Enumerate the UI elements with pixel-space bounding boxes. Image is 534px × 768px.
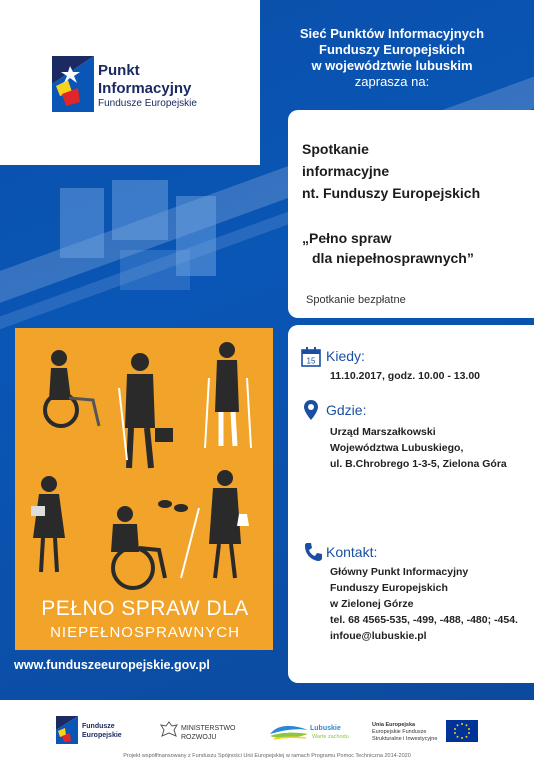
- eu-flag-icon: [446, 720, 478, 742]
- header-line: w województwie lubuskim: [311, 58, 473, 73]
- phone-icon: [304, 542, 322, 562]
- poster-title: PEŁNO SPRAW DLA: [41, 597, 249, 620]
- contact-phone: tel. 68 4565-535, -499, -488, -480; -454.: [330, 614, 518, 626]
- eu-funds-text: [372, 722, 437, 743]
- contact-line: Główny Punkt Informacyjny: [330, 566, 469, 578]
- lubuskie-tagline: Warte zachodu: [312, 734, 349, 740]
- eu-line: Europejskie Fundusze: [372, 729, 427, 735]
- fe-logo-text: [82, 722, 122, 740]
- event-title-line: informacyjne: [302, 163, 390, 179]
- fe-logo-line: Europejskie: [82, 732, 122, 739]
- calendar-day: 15: [306, 356, 316, 366]
- logo-subtitle: Fundusze Europejskie: [98, 98, 197, 109]
- decor-block: [60, 188, 104, 258]
- logo-title-line: Informacyjny: [98, 80, 192, 97]
- where-label: Gdzie:: [326, 402, 367, 418]
- punkt-informacyjny-logo-icon: [52, 56, 94, 112]
- calendar-icon: [301, 347, 321, 367]
- location-pin-icon: [304, 400, 318, 420]
- free-entry-note: Spotkanie bezpłatne: [306, 294, 406, 306]
- where-line: Województwa Lubuskiego,: [330, 442, 464, 454]
- website-link[interactable]: www.funduszeeuropejskie.gov.pl: [14, 658, 210, 672]
- where-line: Urząd Marszałkowski: [330, 426, 436, 438]
- ministry-eagle-icon: [160, 720, 178, 742]
- decor-block: [120, 250, 190, 290]
- header-line: Sieć Punktów Informacyjnych: [299, 26, 485, 41]
- fe-logo-line: Fundusze: [82, 723, 115, 730]
- contact-email[interactable]: infoue@lubuskie.pl: [330, 630, 427, 642]
- contact-label: Kontakt:: [326, 544, 378, 560]
- when-label: Kiedy:: [326, 348, 365, 364]
- lubuskie-text: Lubuskie: [310, 725, 341, 732]
- event-quote-line: „Pełno spraw: [302, 230, 392, 246]
- where-line: ul. B.Chrobrego 1-3-5, Zielona Góra: [330, 458, 507, 470]
- contact-line: Funduszy Europejskich: [330, 582, 448, 594]
- eu-line: Strukturalne i Inwestycyjne: [372, 736, 438, 742]
- event-title-line: nt. Funduszy Europejskich: [302, 185, 481, 201]
- organizer-header: [262, 26, 522, 90]
- logo-title: [98, 62, 191, 98]
- event-title: [302, 138, 480, 204]
- ministry-line: MINISTERSTWO: [181, 725, 236, 732]
- where-address: [330, 424, 507, 472]
- header-invite: zaprasza na:: [354, 74, 430, 89]
- ministry-line: ROZWOJU: [181, 734, 217, 741]
- decor-block: [112, 180, 168, 240]
- when-value: 11.10.2017, godz. 10.00 - 13.00: [330, 370, 481, 382]
- fundusze-europejskie-logo-icon: [56, 716, 78, 744]
- ministry-text: [181, 724, 235, 742]
- lubuskie-logo-icon: [268, 722, 310, 742]
- event-quote: [302, 228, 474, 268]
- poster-subtitle: NIEPEŁNOSPRAWNYCH: [50, 624, 240, 641]
- cofinancing-note: Projekt współfinansowany z Funduszu Spójności Unii Europejskiej w ramach Programu Pomoc Techniczna 2014-2020: [123, 753, 411, 759]
- event-quote-line: dla niepełnosprawnych”: [312, 250, 474, 266]
- event-title-line: Spotkanie: [302, 141, 369, 157]
- header-line: Funduszy Europejskich: [319, 42, 465, 57]
- contact-line: w Zielonej Górze: [330, 598, 414, 610]
- logo-title-line: Punkt: [98, 62, 140, 79]
- contact-details: [330, 564, 518, 644]
- eu-line: Unia Europejska: [372, 722, 416, 728]
